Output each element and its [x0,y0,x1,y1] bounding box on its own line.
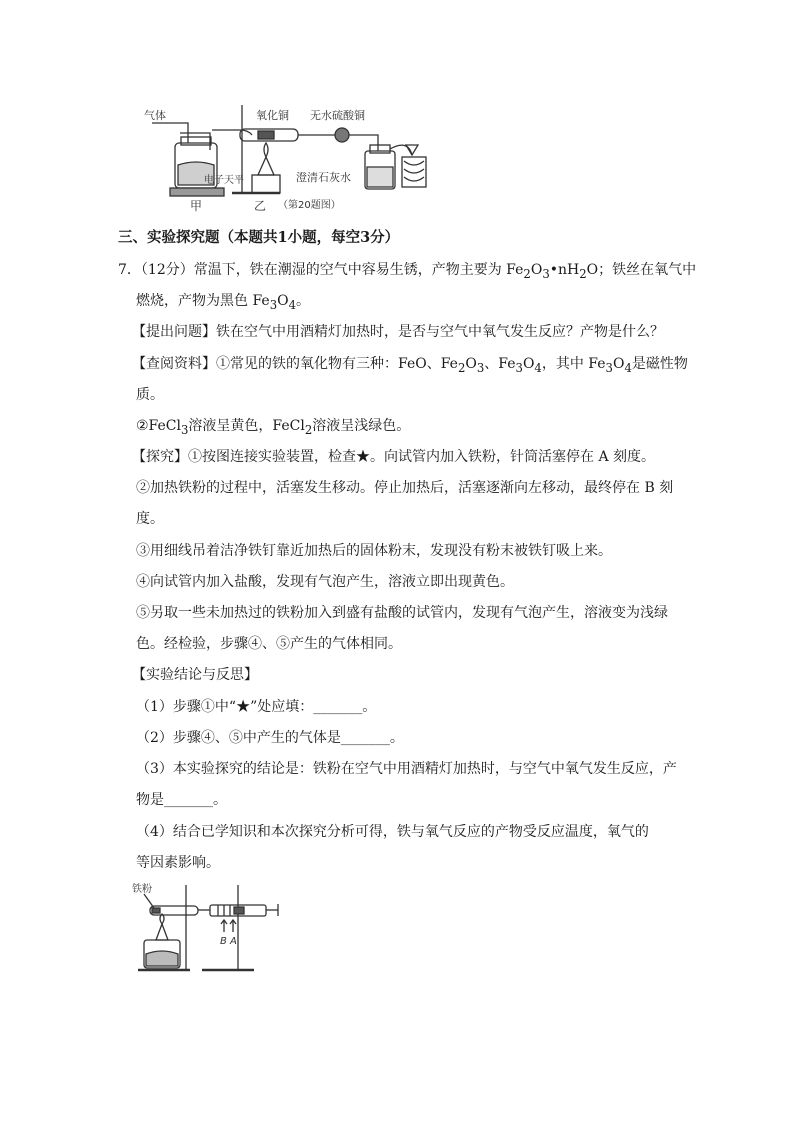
question-intro-line2: 燃烧，产物为黑色 $Fe_3O_4$。 [136,293,311,312]
label-anhydrous-cuso4: 无水硫酸铜 [310,109,365,122]
explore-step-3: ③用细线吊着洁净铁钉靠近加热后的固体粉末，发现没有粉末被铁钉吸上来。 [136,543,612,559]
label-jia: 甲 [190,199,203,213]
sub-question-3-cont: 物是_______。 [136,792,227,808]
explore-step-1: 【探究】①按图连接实验装置，检查★。向试管内加入铁粉，针筒活塞停在 A 刻度。 [132,449,656,465]
label-gas: 气体 [144,109,166,122]
sub-question-1: （1）步骤①中“★”处应填：_______。 [136,699,377,715]
explore-step-5: ⑤另取一些未加热过的铁粉加入到盛有盐酸的试管内，发现有气泡产生，溶液变为浅绿 [136,605,668,621]
explore-step-2-cont: 度。 [136,511,164,527]
explore-step-2: ②加热铁粉的过程中，活塞发生移动。停止加热后，活塞逐渐向左移动，最终停在 B 刻 [136,480,674,496]
explore-step-5-cont: 色。经检验，步骤④、⑤产生的气体相同。 [136,636,402,652]
label-limewater: 澄清石灰水 [296,171,351,184]
raise-question: 【提出问题】铁在空气中用酒精灯加热时，是否与空气中氧气发生反应？产物是什么？ [132,324,664,340]
apparatus-figure-20 [140,95,440,215]
reference-2: ②FeCl$_3$溶液呈黄色，FeCl$_2$溶液呈浅绿色。 [136,418,411,437]
sub-question-3: （3）本实验探究的结论是：铁粉在空气中用酒精灯加热时，与空气中氧气发生反应，产 [136,761,677,777]
conclusion-heading: 【实验结论与反思】 [132,667,258,683]
label-a: A [230,936,237,947]
explore-step-4: ④向试管内加入盐酸，发现有气泡产生，溶液立即出现黄色。 [136,574,514,590]
label-caption: （第20题图） [278,200,341,211]
sub-question-4: （4）结合已学知识和本次探究分析可得，铁与氧气反应的产物受反应温度，氧气的 [136,824,649,840]
reference-1: 【查阅资料】①常见的铁的氧化物有三种：FeO、$Fe_2O_3$、$Fe_3O_4$，其中 $Fe_3O_4$是磁性物 [132,356,688,375]
label-yi: 乙 [254,199,267,213]
label-b: B [220,936,227,947]
reference-1-cont: 质。 [136,387,164,403]
sub-question-2: （2）步骤④、⑤中产生的气体是_______。 [136,730,404,746]
question-intro-line1: 7．（12分）常温下，铁在潮湿的空气中容易生锈，产物主要为 $Fe_2O_3•nH_2O$；铁丝在氧气中 [118,262,697,281]
label-balance: 电子天平 [204,175,244,186]
label-copper-oxide: 氧化铜 [256,109,289,122]
iron-powder-apparatus-figure [130,880,280,975]
label-iron-powder: 铁粉 [132,884,152,895]
sub-question-4-cont: 等因素影响。 [136,855,220,871]
section-heading: 三、实验探究题（本题共1小题，每空3分） [118,229,400,246]
